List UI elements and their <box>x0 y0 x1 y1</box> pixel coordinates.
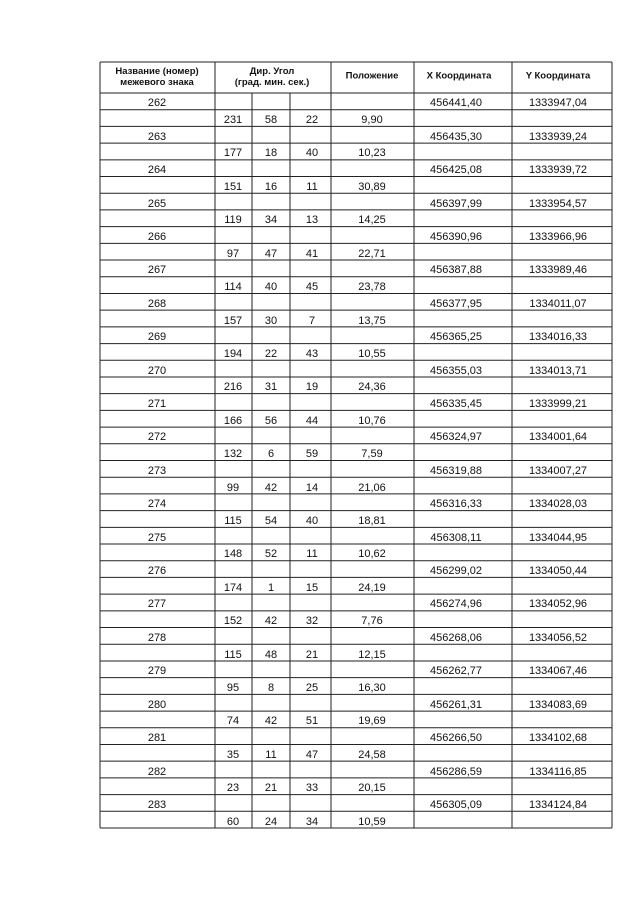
point-name: 281 <box>147 732 167 745</box>
point-y-coordinate: 1333954,57 <box>528 197 588 210</box>
point-name: 266 <box>147 230 167 243</box>
segment-degrees: 216 <box>223 381 243 394</box>
segment-degrees: 35 <box>226 748 240 761</box>
segment-degrees: 115 <box>224 514 242 527</box>
point-name: 273 <box>147 464 167 477</box>
segment-degrees: 97 <box>226 247 240 260</box>
point-name: 269 <box>147 331 167 344</box>
point-name: 283 <box>147 798 167 811</box>
point-x-coordinate: 456261,31 <box>430 698 482 711</box>
segment-degrees: 132 <box>223 448 243 461</box>
point-y-coordinate: 1333939,24 <box>528 130 588 143</box>
point-x-coordinate: 456425,08 <box>430 164 482 177</box>
segment-minutes: 54 <box>264 514 278 527</box>
point-y-coordinate: 1333939,72 <box>528 164 588 177</box>
point-x-coordinate: 456319,88 <box>430 464 482 477</box>
point-name: 270 <box>147 364 167 377</box>
point-y-coordinate: 1334102,68 <box>528 732 588 745</box>
point-y-coordinate: 1334052,96 <box>528 598 588 611</box>
segment-degrees: 23 <box>226 782 240 795</box>
segment-minutes: 42 <box>264 615 278 628</box>
point-y-coordinate: 1334013,71 <box>528 364 588 377</box>
segment-seconds: 11 <box>306 180 318 193</box>
segment-seconds: 32 <box>305 615 319 628</box>
segment-seconds: 45 <box>305 281 319 294</box>
point-y-coordinate: 1334116,85 <box>529 765 587 778</box>
segment-distance: 13,75 <box>358 314 386 327</box>
point-name: 265 <box>147 197 167 210</box>
segment-minutes: 1 <box>267 581 275 594</box>
point-name: 267 <box>147 264 167 277</box>
segment-minutes: 40 <box>264 281 278 294</box>
segment-seconds: 25 <box>305 682 319 694</box>
segment-distance: 24,19 <box>358 581 386 594</box>
segment-distance: 10,55 <box>358 347 386 360</box>
point-name: 264 <box>147 164 167 177</box>
point-y-coordinate: 1334007,27 <box>528 464 588 477</box>
segment-seconds: 51 <box>305 715 319 728</box>
segment-seconds: 47 <box>305 748 319 761</box>
point-x-coordinate: 456268,06 <box>430 631 482 644</box>
header-name-line1: Название (номер) <box>115 66 199 77</box>
header-x: X Координата <box>426 70 492 82</box>
segment-minutes: 52 <box>264 548 278 561</box>
point-x-coordinate: 456441,40 <box>430 97 482 110</box>
segment-minutes: 42 <box>264 715 278 728</box>
point-y-coordinate: 1333966,96 <box>528 230 588 243</box>
segment-seconds: 33 <box>305 782 319 795</box>
segment-degrees: 60 <box>226 815 240 828</box>
point-name: 279 <box>147 665 167 678</box>
segment-seconds: 43 <box>305 347 319 360</box>
segment-minutes: 22 <box>264 347 278 360</box>
segment-degrees: 115 <box>224 648 242 661</box>
segment-minutes: 30 <box>264 314 278 327</box>
point-name: 263 <box>147 130 167 143</box>
segment-distance: 9,90 <box>361 114 383 127</box>
point-y-coordinate: 1334044,95 <box>528 531 588 544</box>
segment-distance: 10,59 <box>358 815 386 828</box>
segment-seconds: 59 <box>305 448 319 461</box>
point-x-coordinate: 456355,03 <box>430 364 482 377</box>
segment-minutes: 56 <box>264 414 278 427</box>
point-y-coordinate: 1334001,64 <box>528 431 588 444</box>
segment-distance: 21,06 <box>358 481 386 494</box>
point-x-coordinate: 456308,11 <box>430 531 482 544</box>
segment-degrees: 74 <box>226 715 240 728</box>
segment-distance: 7,59 <box>361 448 383 461</box>
segment-seconds: 34 <box>305 815 319 828</box>
point-y-coordinate: 1334050,44 <box>528 565 588 578</box>
segment-distance: 20,15 <box>358 782 386 795</box>
segment-seconds: 44 <box>305 414 319 427</box>
point-name: 262 <box>147 97 167 110</box>
segment-seconds: 14 <box>305 481 319 494</box>
header-name-line2: межевого знака <box>120 77 194 88</box>
segment-distance: 10,23 <box>358 147 386 160</box>
segment-degrees: 177 <box>223 147 243 160</box>
point-x-coordinate: 456397,99 <box>430 197 482 210</box>
point-x-coordinate: 456286,59 <box>430 765 482 778</box>
point-x-coordinate: 456324,97 <box>430 431 482 444</box>
point-name: 278 <box>147 631 167 644</box>
point-name: 275 <box>147 531 167 544</box>
segment-seconds: 11 <box>306 548 318 561</box>
segment-distance: 23,78 <box>358 281 386 294</box>
segment-seconds: 41 <box>305 247 319 260</box>
segment-degrees: 194 <box>223 347 243 360</box>
segment-seconds: 22 <box>305 114 319 127</box>
segment-degrees: 157 <box>223 314 243 327</box>
segment-degrees: 231 <box>223 114 243 127</box>
segment-seconds: 13 <box>305 214 319 227</box>
header-angle <box>235 66 310 88</box>
header-distance: Положение <box>345 70 399 82</box>
segment-distance: 14,25 <box>358 214 386 227</box>
segment-minutes: 47 <box>264 247 278 260</box>
header-angle-line2: (град. мин. сек.) <box>234 77 310 88</box>
point-x-coordinate: 456274,96 <box>430 598 482 611</box>
segment-seconds: 19 <box>305 381 319 394</box>
header-angle-line1: Дир. Угол <box>249 66 295 77</box>
header-name <box>115 66 198 88</box>
point-x-coordinate: 456262,77 <box>430 665 482 678</box>
segment-distance: 7,76 <box>361 615 383 628</box>
segment-minutes: 11 <box>265 748 277 761</box>
point-x-coordinate: 456316,33 <box>430 498 482 511</box>
point-name: 277 <box>147 598 167 611</box>
point-x-coordinate: 456435,30 <box>430 130 482 143</box>
segment-degrees: 114 <box>224 281 242 294</box>
point-y-coordinate: 1333947,04 <box>528 97 588 110</box>
segment-minutes: 6 <box>267 448 275 461</box>
segment-degrees: 95 <box>226 682 240 694</box>
point-y-coordinate: 1334083,69 <box>528 698 588 711</box>
point-y-coordinate: 1334056,52 <box>528 631 588 644</box>
segment-distance: 22,71 <box>358 247 386 260</box>
segment-minutes: 16 <box>264 180 278 193</box>
point-name: 282 <box>147 765 167 778</box>
point-name: 272 <box>147 431 167 444</box>
point-y-coordinate: 1334028,03 <box>528 498 588 511</box>
point-y-coordinate: 1334016,33 <box>528 331 588 344</box>
segment-degrees: 99 <box>226 481 240 494</box>
segment-minutes: 34 <box>264 214 278 227</box>
segment-distance: 24,58 <box>358 748 386 761</box>
segment-minutes: 24 <box>264 815 278 828</box>
segment-seconds: 21 <box>305 648 319 661</box>
header-y: Y Координата <box>525 70 591 82</box>
segment-distance: 10,62 <box>358 548 386 561</box>
segment-minutes: 8 <box>267 682 275 694</box>
point-name: 276 <box>147 565 167 578</box>
point-x-coordinate: 456377,95 <box>430 297 482 310</box>
segment-degrees: 152 <box>223 615 243 628</box>
point-x-coordinate: 456390,96 <box>430 230 482 243</box>
segment-degrees: 166 <box>223 414 243 427</box>
point-x-coordinate: 456387,88 <box>430 264 482 277</box>
segment-degrees: 119 <box>224 214 242 227</box>
segment-distance: 12,15 <box>358 648 386 661</box>
segment-degrees: 174 <box>223 581 243 594</box>
segment-minutes: 31 <box>264 381 278 394</box>
segment-seconds: 7 <box>308 314 316 327</box>
point-y-coordinate: 1333989,46 <box>528 264 588 277</box>
point-x-coordinate: 456365,25 <box>430 331 482 344</box>
segment-seconds: 40 <box>305 514 319 527</box>
point-y-coordinate: 1334067,46 <box>528 665 588 678</box>
segment-distance: 18,81 <box>358 514 386 527</box>
segment-degrees: 151 <box>223 180 243 193</box>
point-name: 274 <box>147 498 167 511</box>
point-name: 268 <box>147 297 167 310</box>
segment-minutes: 48 <box>264 648 278 661</box>
point-name: 280 <box>147 698 167 711</box>
point-y-coordinate: 1333999,21 <box>528 398 588 411</box>
segment-degrees: 148 <box>223 548 243 561</box>
segment-seconds: 40 <box>305 147 319 160</box>
segment-distance: 19,69 <box>358 715 386 728</box>
segment-minutes: 18 <box>264 147 278 160</box>
point-y-coordinate: 1334124,84 <box>528 798 588 811</box>
segment-distance: 10,76 <box>358 414 386 427</box>
point-y-coordinate: 1334011,07 <box>529 297 587 310</box>
segment-minutes: 58 <box>264 114 278 127</box>
segment-minutes: 21 <box>264 782 278 795</box>
segment-distance: 24,36 <box>358 381 386 394</box>
segment-minutes: 42 <box>264 481 278 494</box>
segment-distance: 30,89 <box>358 180 386 193</box>
point-x-coordinate: 456335,45 <box>430 398 482 411</box>
point-x-coordinate: 456266,50 <box>430 732 482 745</box>
segment-distance: 16,30 <box>358 682 386 694</box>
point-name: 271 <box>147 398 167 411</box>
point-x-coordinate: 456299,02 <box>430 565 482 578</box>
segment-seconds: 15 <box>305 581 319 594</box>
point-x-coordinate: 456305,09 <box>430 798 482 811</box>
